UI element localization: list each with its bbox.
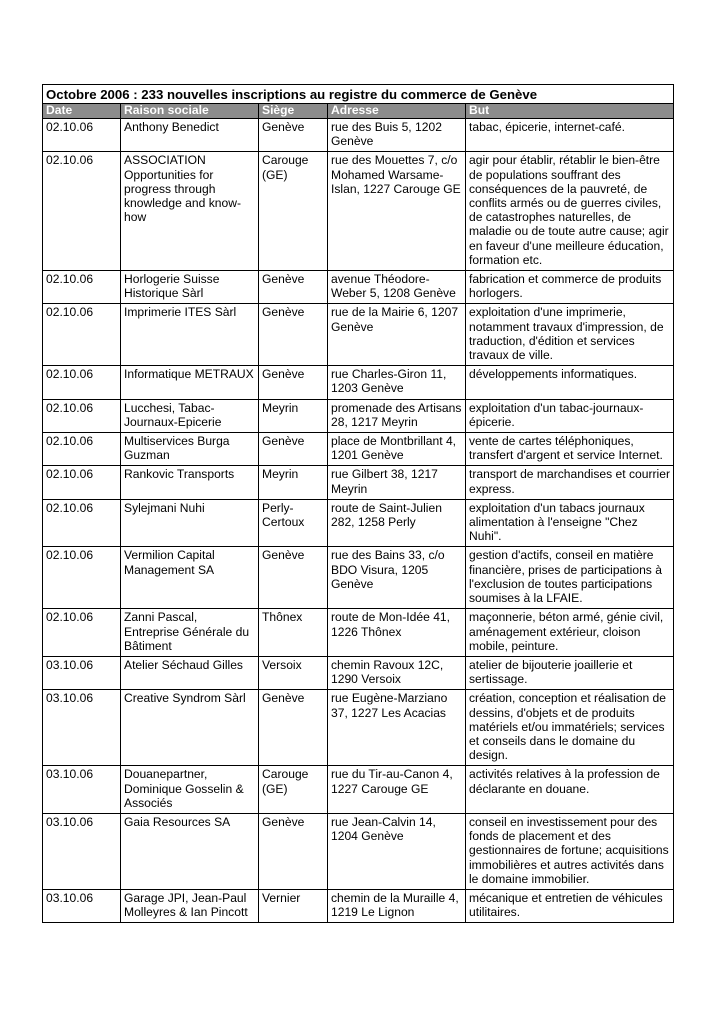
siege-cell: Genève	[259, 813, 328, 889]
adresse-cell: route de Mon-Idée 41, 1226 Thônex	[328, 609, 466, 657]
adresse-cell: rue Jean-Calvin 14, 1204 Genève	[328, 813, 466, 889]
but-cell: développements informatiques.	[466, 366, 674, 399]
raison-sociale-cell: Rankovic Transports	[121, 466, 259, 499]
siege-cell: Genève	[259, 304, 328, 366]
date-cell: 02.10.06	[43, 366, 121, 399]
adresse-cell: route de Saint-Julien 282, 1258 Perly	[328, 499, 466, 547]
title-row	[43, 85, 674, 104]
adresse-cell: promenade des Artisans 28, 1217 Meyrin	[328, 399, 466, 432]
date-cell: 03.10.06	[43, 813, 121, 889]
siege-cell: Versoix	[259, 656, 328, 689]
table-row	[43, 119, 674, 152]
but-cell: exploitation d'un tabacs journaux alimentation à l'enseigne "Chez Nuhi".	[466, 499, 674, 547]
table-row	[43, 152, 674, 271]
but-cell: agir pour établir, rétablir le bien-être de populations souffrant des conséquences de la pauvreté, de conflits armés ou de guerres civiles, de catastrophes naturelles, de maladie ou de toute autre cause; agir en faveur d'une meilleure éducation, formation etc.	[466, 152, 674, 271]
column-header-date: Date	[43, 104, 121, 119]
raison-sociale-cell: Zanni Pascal, Entreprise Générale du Bâtiment	[121, 609, 259, 657]
siege-cell: Perly-Certoux	[259, 499, 328, 547]
adresse-cell: rue des Buis 5, 1202 Genève	[328, 119, 466, 152]
siege-cell: Genève	[259, 271, 328, 304]
adresse-cell: rue des Mouettes 7, c/o Mohamed Warsame-Islan, 1227 Carouge GE	[328, 152, 466, 271]
but-cell: atelier de bijouterie joaillerie et sertissage.	[466, 656, 674, 689]
but-cell: exploitation d'un tabac-journaux-épicerie.	[466, 399, 674, 432]
raison-sociale-cell: ASSOCIATION Opportunities for progress through knowledge and know-how	[121, 152, 259, 271]
raison-sociale-cell: Informatique METRAUX	[121, 366, 259, 399]
but-cell: tabac, épicerie, internet-café.	[466, 119, 674, 152]
adresse-cell: rue du Tir-au-Canon 4, 1227 Carouge GE	[328, 766, 466, 814]
table-title: Octobre 2006 : 233 nouvelles inscriptions au registre du commerce de Genève	[43, 85, 674, 104]
table-row	[43, 690, 674, 766]
table-body	[43, 119, 674, 923]
siege-cell: Thônex	[259, 609, 328, 657]
table-row	[43, 466, 674, 499]
raison-sociale-cell: Garage JPI, Jean-Paul Molleyres & Ian Pincott	[121, 889, 259, 922]
but-cell: maçonnerie, béton armé, génie civil, aménagement extérieur, cloison mobile, peinture.	[466, 609, 674, 657]
adresse-cell: rue Eugène-Marziano 37, 1227 Les Acacias	[328, 690, 466, 766]
table-row	[43, 609, 674, 657]
raison-sociale-cell: Vermilion Capital Management SA	[121, 547, 259, 609]
adresse-cell: rue de la Mairie 6, 1207 Genève	[328, 304, 466, 366]
siege-cell: Carouge (GE)	[259, 152, 328, 271]
registry-table	[42, 84, 674, 923]
siege-cell: Genève	[259, 690, 328, 766]
raison-sociale-cell: Lucchesi, Tabac-Journaux-Epicerie	[121, 399, 259, 432]
but-cell: exploitation d'une imprimerie, notamment travaux d'impression, de traduction, d'édition et services travaux de ville.	[466, 304, 674, 366]
date-cell: 02.10.06	[43, 399, 121, 432]
column-header-but: But	[466, 104, 674, 119]
raison-sociale-cell: Multiservices Burga Guzman	[121, 433, 259, 466]
but-cell: vente de cartes téléphoniques, transfert d'argent et service Internet.	[466, 433, 674, 466]
date-cell: 02.10.06	[43, 547, 121, 609]
date-cell: 03.10.06	[43, 656, 121, 689]
but-cell: création, conception et réalisation de dessins, d'objets et de produits matériels et/ou immatériels; services et conseils dans le domaine du design.	[466, 690, 674, 766]
table-row	[43, 499, 674, 547]
table-row	[43, 766, 674, 814]
raison-sociale-cell: Imprimerie ITES Sàrl	[121, 304, 259, 366]
siege-cell: Genève	[259, 366, 328, 399]
table-row	[43, 889, 674, 922]
siege-cell: Vernier	[259, 889, 328, 922]
date-cell: 02.10.06	[43, 271, 121, 304]
adresse-cell: rue Charles-Giron 11, 1203 Genève	[328, 366, 466, 399]
siege-cell: Genève	[259, 547, 328, 609]
but-cell: activités relatives à la profession de déclarante en douane.	[466, 766, 674, 814]
raison-sociale-cell: Douanepartner, Dominique Gosselin & Associés	[121, 766, 259, 814]
date-cell: 02.10.06	[43, 152, 121, 271]
header-row	[43, 104, 674, 119]
date-cell: 03.10.06	[43, 690, 121, 766]
adresse-cell: rue des Bains 33, c/o BDO Visura, 1205 Genève	[328, 547, 466, 609]
raison-sociale-cell: Anthony Benedict	[121, 119, 259, 152]
column-header-siege: Siège	[259, 104, 328, 119]
but-cell: transport de marchandises et courrier express.	[466, 466, 674, 499]
adresse-cell: rue Gilbert 38, 1217 Meyrin	[328, 466, 466, 499]
raison-sociale-cell: Sylejmani Nuhi	[121, 499, 259, 547]
table-row	[43, 547, 674, 609]
raison-sociale-cell: Horlogerie Suisse Historique Sàrl	[121, 271, 259, 304]
table-row	[43, 433, 674, 466]
raison-sociale-cell: Atelier Séchaud Gilles	[121, 656, 259, 689]
adresse-cell: chemin de la Muraille 4, 1219 Le Lignon	[328, 889, 466, 922]
adresse-cell: chemin Ravoux 12C, 1290 Versoix	[328, 656, 466, 689]
but-cell: mécanique et entretien de véhicules utilitaires.	[466, 889, 674, 922]
table-row	[43, 271, 674, 304]
table-row	[43, 813, 674, 889]
column-header-raison-sociale: Raison sociale	[121, 104, 259, 119]
adresse-cell: avenue Théodore-Weber 5, 1208 Genève	[328, 271, 466, 304]
date-cell: 02.10.06	[43, 119, 121, 152]
date-cell: 03.10.06	[43, 766, 121, 814]
column-header-adresse: Adresse	[328, 104, 466, 119]
document-page	[42, 84, 673, 923]
raison-sociale-cell: Gaia Resources SA	[121, 813, 259, 889]
table-row	[43, 399, 674, 432]
table-row	[43, 366, 674, 399]
siege-cell: Meyrin	[259, 466, 328, 499]
adresse-cell: place de Montbrillant 4, 1201 Genève	[328, 433, 466, 466]
siege-cell: Meyrin	[259, 399, 328, 432]
date-cell: 02.10.06	[43, 499, 121, 547]
but-cell: conseil en investissement pour des fonds de placement et des gestionnaires de fortune; acquisitions immobilières et autres activités dans le domaine immobilier.	[466, 813, 674, 889]
date-cell: 02.10.06	[43, 466, 121, 499]
siege-cell: Carouge (GE)	[259, 766, 328, 814]
date-cell: 02.10.06	[43, 304, 121, 366]
date-cell: 03.10.06	[43, 889, 121, 922]
date-cell: 02.10.06	[43, 609, 121, 657]
but-cell: gestion d'actifs, conseil en matière financière, prises de participations à l'exclusion de toutes participations soumises à la LFAIE.	[466, 547, 674, 609]
table-row	[43, 304, 674, 366]
raison-sociale-cell: Creative Syndrom Sàrl	[121, 690, 259, 766]
but-cell: fabrication et commerce de produits horlogers.	[466, 271, 674, 304]
table-row	[43, 656, 674, 689]
siege-cell: Genève	[259, 433, 328, 466]
siege-cell: Genève	[259, 119, 328, 152]
date-cell: 02.10.06	[43, 433, 121, 466]
